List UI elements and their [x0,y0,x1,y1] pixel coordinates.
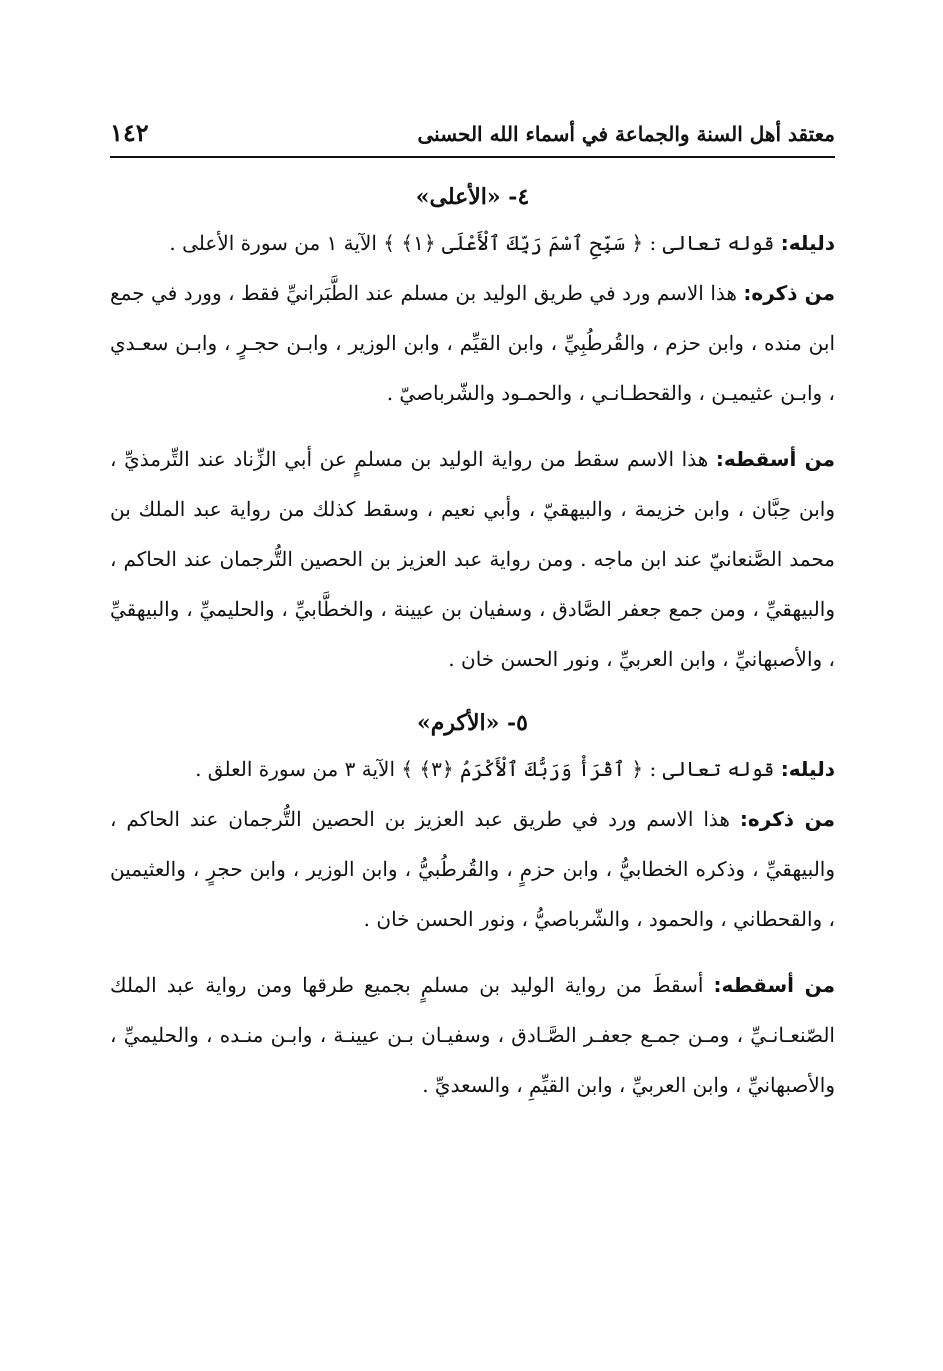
mentioned-paragraph [110,794,835,944]
dropped-label: من أسقطه: [715,447,836,471]
book-page [110,110,835,1110]
page-number: ١٤٢ [110,118,149,147]
mentioned-paragraph [110,268,835,418]
evidence-text: قوله تعالى : ﴿ سَبِّحِ ٱسْمَ رَبِّكَ ٱلْأَعْلَى ﴿١﴾ ﴾ الآية ١ من سورة الأعلى . [169,231,775,255]
dropped-paragraph [110,960,835,1110]
dropped-label: من أسقطه: [713,973,836,997]
evidence-paragraph [110,218,835,268]
dropped-text: أسقطَ من رواية الوليد بن مسلمٍ بجميع طرقها ومن رواية عبد الملك الصّنعـانـيِّ ، ومـن جمـع جعفـر الصَّـادق ، وسفيـان بـن عيينـة ، وابـن منـده ، والحليميِّ ، والأصبهانيِّ ، وابن العربيِّ ، وابن القيِّمِ ، والسعديِّ . [110,973,835,1097]
evidence-label: دليله: [780,757,835,781]
book-title: معتقد أهل السنة والجماعة في أسماء الله الحسنى [417,122,835,146]
section-al-aala [110,184,835,684]
section-heading: ٥- «الأكرم» [416,710,528,736]
dropped-paragraph [110,434,835,684]
evidence-paragraph [110,744,835,794]
section-al-akram [110,710,835,1110]
mentioned-text: هذا الاسم ورد في طريق عبد العزيز بن الحصين التُّرجمان عند الحاكم ، والبيهقيِّ ، وذكره الخطابيُّ ، وابن حزمٍ ، والقُرطُبيُّ ، وابن الوزير ، وابن حجرٍ ، والعثيمين ، والقحطاني ، والحمود ، والشّرباصيُّ ، ونور الحسن خان . [110,807,835,931]
section-heading: ٤- «الأعلى» [415,184,530,210]
mentioned-label: من ذكره: [743,281,835,305]
dropped-text: هذا الاسم سقط من رواية الوليد بن مسلمٍ عن أبي الزِّناد عند التِّرمذيِّ ، وابن حِبَّان ، وابن خزيمة ، والبيهقيّ ، وأبي نعيم ، وسقط كذلك من رواية عبد الملك بن محمد الصَّنعانيّ عند ابن ماجه . ومن رواية عبد العزيز بن الحصين التُّرجمان عند الحاكم ، والبيهقيِّ ، ومن جمع جعفر الصَّادق ، وسفيان بن عيينة ، والخطَّابيِّ ، والحليميِّ ، والبيهقيِّ ، والأصبهانيِّ ، وابن العربيِّ ، ونور الحسن خان . [110,447,835,671]
evidence-label: دليله: [780,231,835,255]
evidence-text: قوله تعالى : ﴿ ٱقْرَأْ وَرَبُّكَ ٱلْأَكْرَمُ ﴿٣﴾ ﴾ الآية ٣ من سورة العلق . [195,757,775,781]
mentioned-label: من ذكره: [739,807,836,831]
mentioned-text: هذا الاسم ورد في طريق الوليد بن مسلم عند الطَّبَرانيِّ فقط ، وورد في جمع ابن منده ، وابن حزم ، والقُرطُبِيِّ ، وابن القيِّم ، وابن الوزير ، وابـن حجـرٍ ، وابـن سعـدي ، وابـن عثيميـن ، والقحطـانـي ، والحمـود والشّرباصيّ . [110,281,835,405]
running-header [110,110,835,158]
